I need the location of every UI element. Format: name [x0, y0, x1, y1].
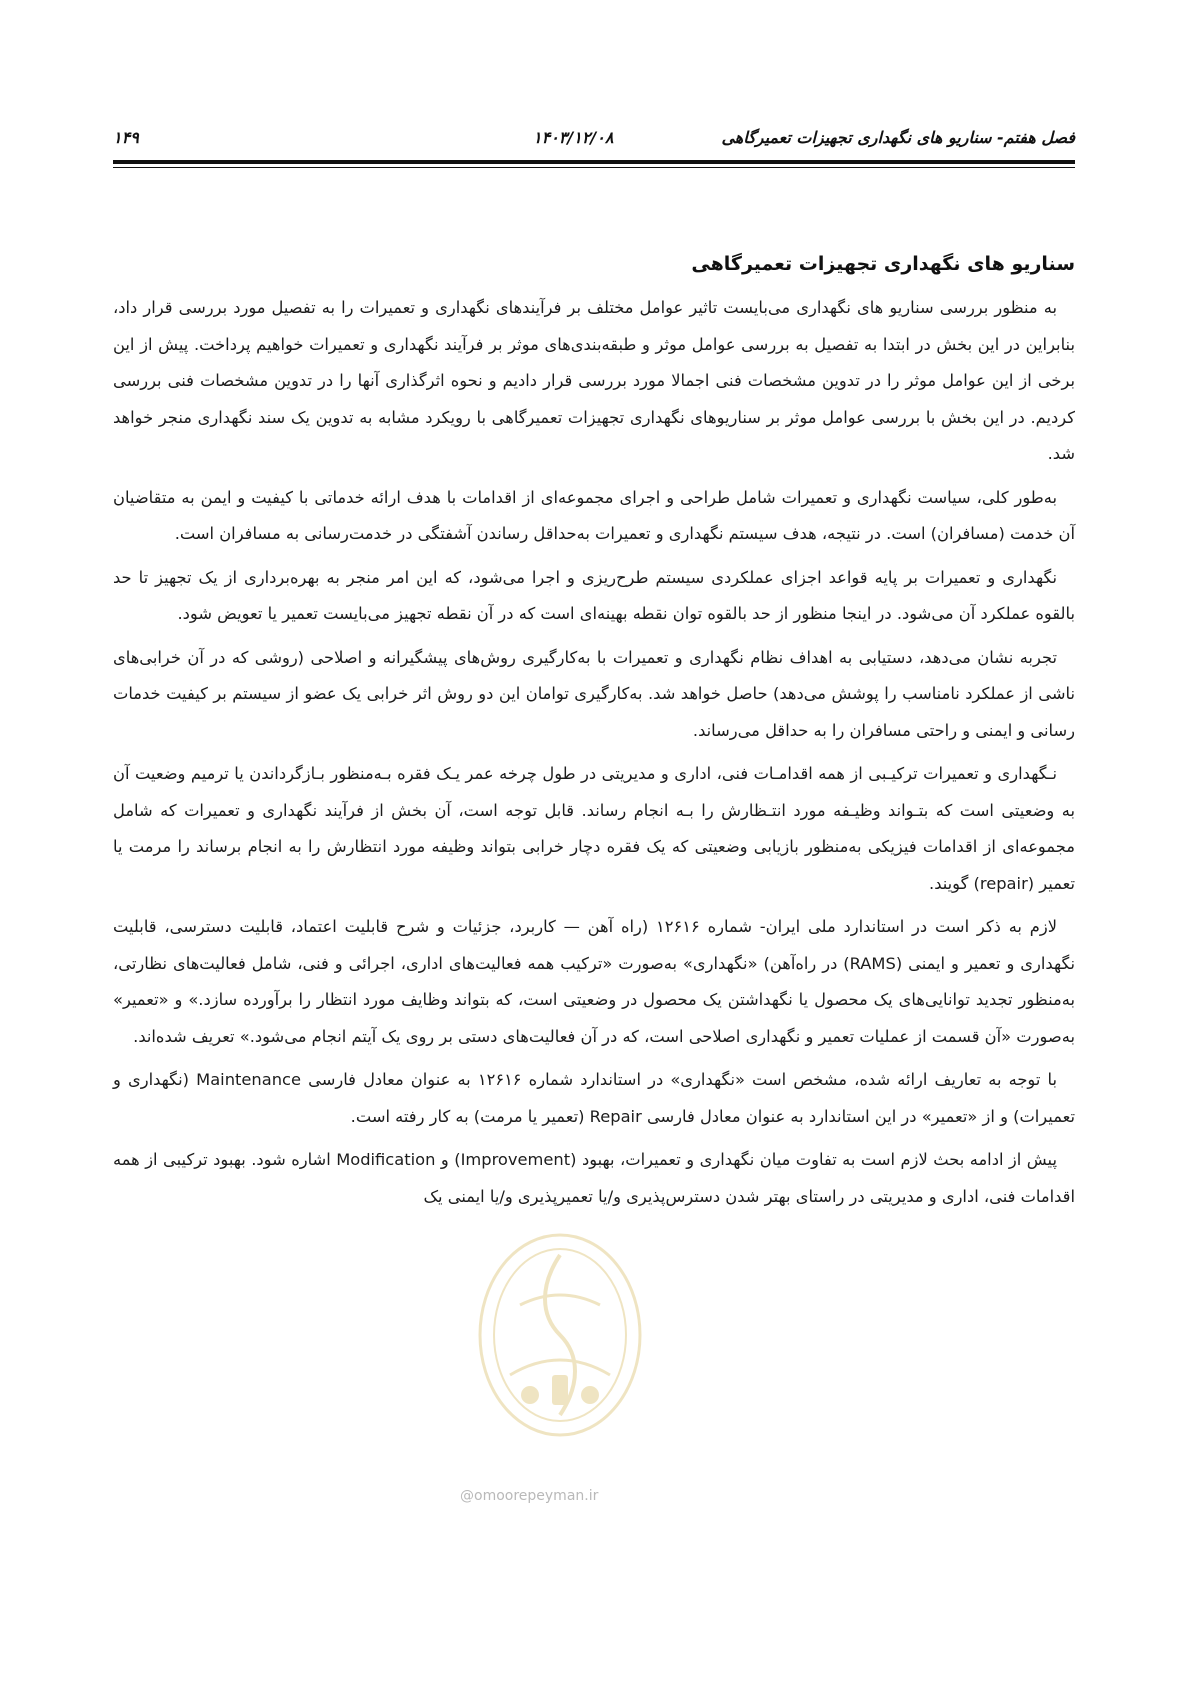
watermark-url: @omoorepeyman.ir — [460, 1488, 599, 1504]
paragraph-3: نگهداری و تعمیرات بر پایه قواعد اجزای عملکردی سیستم طرح‌ریزی و اجرا می‌شود، که این امر منجر به بهره‌برداری از یک تجهیز تا حد بالقوه عملکرد آن می‌شود. در اینجا منظور از حد بالقوه توان نقطه بهینه‌ای است که در آن نقطه تجهیز می‌بایست تعمیر یا تعویض شود. — [113, 567, 1075, 623]
paragraph-5: نـگهداری و تعمیرات ترکیـبی از همه اقدامـات فنی، اداری و مدیریتی در طول چرخه عمر یـک فقره بـه‌منظور بـازگرداندن یا ترمیم وضعیت آن به وضعیتی است که بتـواند وظیـفه مورد انتـظارش را بـه انجام رساند. قابل توجه است، آن بخش از فرآیند نگهداری و تعمیرات که شامل مجموعه‌ای از اقدامات فیزیکی به‌منظور بازیابی وضعیتی که یک فقره دچار خرابی بتواند وظیفه مورد انتظارش را به انجام برساند را مرمت یا تعمیر (repair) گویند. — [113, 764, 1075, 893]
paragraph-2: به‌طور کلی، سیاست نگهداری و تعمیرات شامل طراحی و اجرای مجموعه‌ای از اقدامات با هدف ارائه خدماتی با کیفیت و ایمن به متقاضیان آن خدمت (مسافران) است. در نتیجه، هدف سیستم نگهداری و تعمیرات به‌حداقل رساندن آشفتگی در خدمت‌رسانی به مسافران است. — [113, 487, 1075, 543]
running-header — [113, 128, 1075, 154]
header-rule-thick — [113, 160, 1075, 164]
watermark-logo-icon — [470, 1225, 650, 1445]
paragraph-7: با توجه به تعاریف ارائه شده، مشخص است «نگهداری» در استاندارد شماره ۱۲۶۱۶ به عنوان معادل فارسی Maintenance (نگهداری و تعمیرات) و از «تعمیر» در این استاندارد به عنوان معادل فارسی Repair (تعمیر یا مرمت) به کار رفته است. — [113, 1070, 1075, 1126]
main-content — [113, 244, 1075, 1222]
page-number: ۱۴۹ — [113, 128, 139, 147]
section-title: سناریو های نگهداری تجهیزات تعمیرگاهی — [691, 253, 1075, 275]
header-date: ۱۴۰۳/۱۲/۰۸ — [533, 128, 614, 147]
paragraph-6: لازم به ذکر است در استاندارد ملی ایران- شماره ۱۲۶۱۶ (راه آهن — کاربرد، جزئیات و شرح قابلیت اعتماد، قابلیت دسترسی، قابلیت نگهداری و تعمیر و ایمنی (RAMS) در راه‌آهن) «نگهداری» به‌صورت «ترکیب همه فعالیت‌های اداری، اجرائی و فنی، شامل فعالیت‌های نظارتی، به‌منظور تجدید توانایی‌های یک محصول یا نگهداشتن یک محصول در وضعیتی است، که بتواند وظایف مورد انتظار را برآورده سازد.» و «تعمیر» به‌صورت «آن قسمت از عملیات تعمیر و نگهداری اصلاحی است، که در آن فعالیت‌های دستی بر روی یک آیتم انجام می‌شود.» تعریف شده‌اند. — [113, 917, 1075, 1046]
paragraph-8: پیش از ادامه بحث لازم است به تفاوت میان نگهداری و تعمیرات، بهبود (Improvement) و Modification اشاره شود. بهبود ترکیبی از همه اقدامات فنی، اداری و مدیریتی در راستای بهتر شدن دسترس‌پذیری و/یا تعمیرپذیری و/یا ایمنی یک — [113, 1150, 1075, 1206]
chapter-title: فصل هفتم- سناریو های نگهداری تجهیزات تعمیرگاهی — [721, 128, 1075, 147]
paragraph-1: به منظور بررسی سناریو های نگهداری می‌بایست تاثیر عوامل مختلف بر فرآیندهای نگهداری و تعمیرات را به تفصیل مورد بررسی قرار داد، بنابراین در این بخش در ابتدا به تفصیل به بررسی عوامل موثر و طبقه‌بندی‌های موثر بر فرآیند نگهداری و تعمیرات خواهیم پرداخت. پیش از این برخی از این عوامل موثر را در تدوین مشخصات فنی اجمالا مورد بررسی قرار دادیم و نحوه اثرگذاری آنها را در تدوین مشخصات فنی بررسی کردیم. در این بخش با بررسی عوامل موثر بر سناریوهای نگهداری تجهیزات تعمیرگاهی با رویکرد مشابه به تدوین یک سند نگهداری منجر خواهد شد. — [113, 298, 1075, 463]
paragraph-4: تجربه نشان می‌دهد، دستیابی به اهداف نظام نگهداری و تعمیرات با به‌کارگیری روش‌های پیشگیرانه و اصلاحی (روشی که در آن خرابی‌های ناشی از عملکرد نامناسب را پوشش می‌دهد) حاصل خواهد شد. به‌کارگیری توامان این دو روش اثر خرابی یک عضو از سیستم بر کیفیت خدمات رسانی و ایمنی و راحتی مسافران را به حداقل می‌رساند. — [113, 647, 1075, 740]
header-rule-thin — [113, 167, 1075, 168]
